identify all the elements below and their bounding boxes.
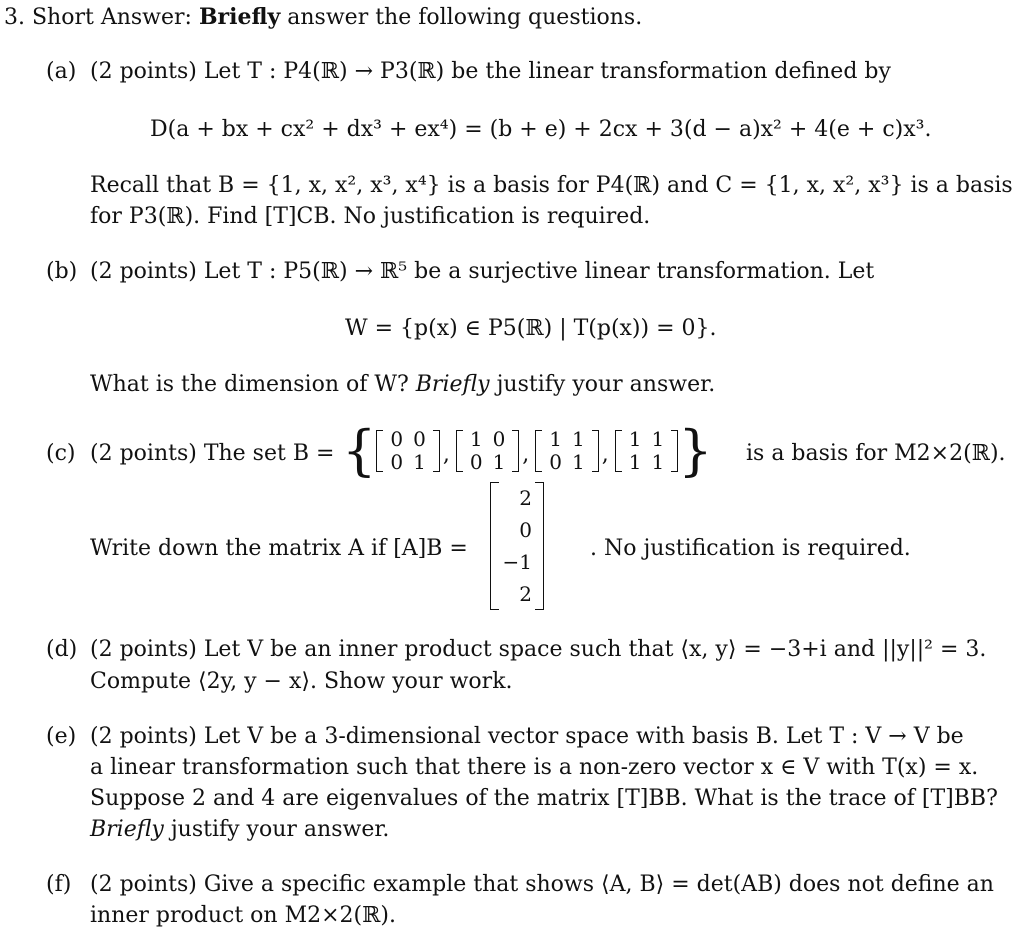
- matrix-entry: 0: [469, 450, 483, 474]
- part-f-line1: (2 points) Give a specific example that shows ⟨A, B⟩ = det(AB) does not define an: [90, 872, 994, 897]
- part-e-line3: Suppose 2 and 4 are eigenvalues of the matrix [T]BB. What is the trace of [T]BB?: [90, 786, 998, 811]
- coordinate-vector: [490, 482, 544, 608]
- matrix-entry: 0: [549, 450, 563, 474]
- vector-entry: 2: [519, 486, 532, 510]
- basis-matrix: [615, 428, 678, 474]
- part-a-basis-text: Recall that B = {1, x, x², x³, x⁴} is a basis for P4(ℝ) and C = {1, x, x², x³} is a basis: [90, 173, 1013, 198]
- part-d-label: (d): [46, 637, 78, 662]
- part-b-equation: W = {p(x) ∈ P5(ℝ) | T(p(x)) = 0}.: [345, 316, 717, 341]
- comma: ,: [442, 441, 450, 467]
- part-c-end-text: . No justification is required.: [590, 536, 911, 561]
- part-c-after: is a basis for M2×2(ℝ).: [746, 441, 1006, 466]
- part-a-equation: D(a + bx + cx² + dx³ + ex⁴) = (b + e) + 2cx + 3(d − a)x² + 4(e + c)x³.: [150, 117, 932, 142]
- matrix-entry: 1: [628, 450, 642, 474]
- part-f-line2: inner product on M2×2(ℝ).: [90, 903, 396, 928]
- part-e-line4: Briefly justify your answer.: [90, 817, 390, 842]
- matrix-entry: 1: [492, 450, 506, 474]
- part-c-label: (c): [46, 441, 76, 466]
- vector-entry: −1: [502, 550, 532, 574]
- matrix-entry: 1: [549, 427, 563, 451]
- basis-set: [342, 414, 713, 488]
- part-b-question: What is the dimension of W? Briefly justify your answer.: [90, 372, 716, 397]
- left-brace: {: [342, 419, 377, 482]
- matrix-entry: 1: [572, 450, 585, 474]
- basis-matrix: [535, 428, 598, 474]
- part-e-line2: a linear transformation such that there is a non-zero vector x ∈ V with T(x) = x.: [90, 755, 979, 780]
- part-b-label: (b): [46, 259, 78, 284]
- matrix-entry: 1: [469, 427, 483, 451]
- column-vector: [490, 482, 544, 610]
- matrix-entry: 0: [390, 427, 404, 451]
- matrix-entry: 1: [572, 427, 585, 451]
- matrix-entry: 0: [413, 427, 426, 451]
- part-d-line1: (2 points) Let V be an inner product space such that ⟨x, y⟩ = −3+i and ||y||² = 3.: [90, 637, 987, 662]
- part-a-find-text: for P3(ℝ). Find [T]CB. No justification is required.: [90, 204, 651, 229]
- problem-heading: 3. Short Answer: Briefly answer the following questions.: [4, 4, 643, 30]
- matrix-entry: 1: [651, 427, 665, 451]
- matrix-entry: 1: [628, 427, 642, 451]
- part-b-text: (2 points) Let T : P5(ℝ) → ℝ⁵ be a surjective linear transformation. Let: [90, 259, 875, 284]
- matrix-entry: 0: [390, 450, 404, 474]
- matrix-entry: 1: [651, 450, 665, 474]
- part-c-write-text: Write down the matrix A if [A]B =: [90, 536, 468, 561]
- part-e-label: (e): [46, 724, 77, 749]
- comma: ,: [522, 441, 530, 467]
- basis-matrix: [376, 428, 439, 474]
- part-d-line2: Compute ⟨2y, y − x⟩. Show your work.: [90, 669, 513, 694]
- part-e-line1: (2 points) Let V be a 3-dimensional vector space with basis B. Let T : V → V be: [90, 724, 964, 749]
- part-a-text: (2 points) Let T : P4(ℝ) → P3(ℝ) be the linear transformation defined by: [90, 59, 891, 84]
- vector-entry: 2: [519, 582, 532, 606]
- part-c-text: (2 points) The set B =: [90, 441, 335, 466]
- right-brace: }: [678, 419, 713, 482]
- basis-matrix: [456, 428, 519, 474]
- part-f-label: (f): [46, 872, 72, 897]
- comma: ,: [601, 441, 609, 467]
- vector-entry: 0: [519, 518, 532, 542]
- part-a-label: (a): [46, 59, 77, 84]
- matrix-entry: 1: [413, 450, 426, 474]
- matrix-entry: 0: [492, 427, 506, 451]
